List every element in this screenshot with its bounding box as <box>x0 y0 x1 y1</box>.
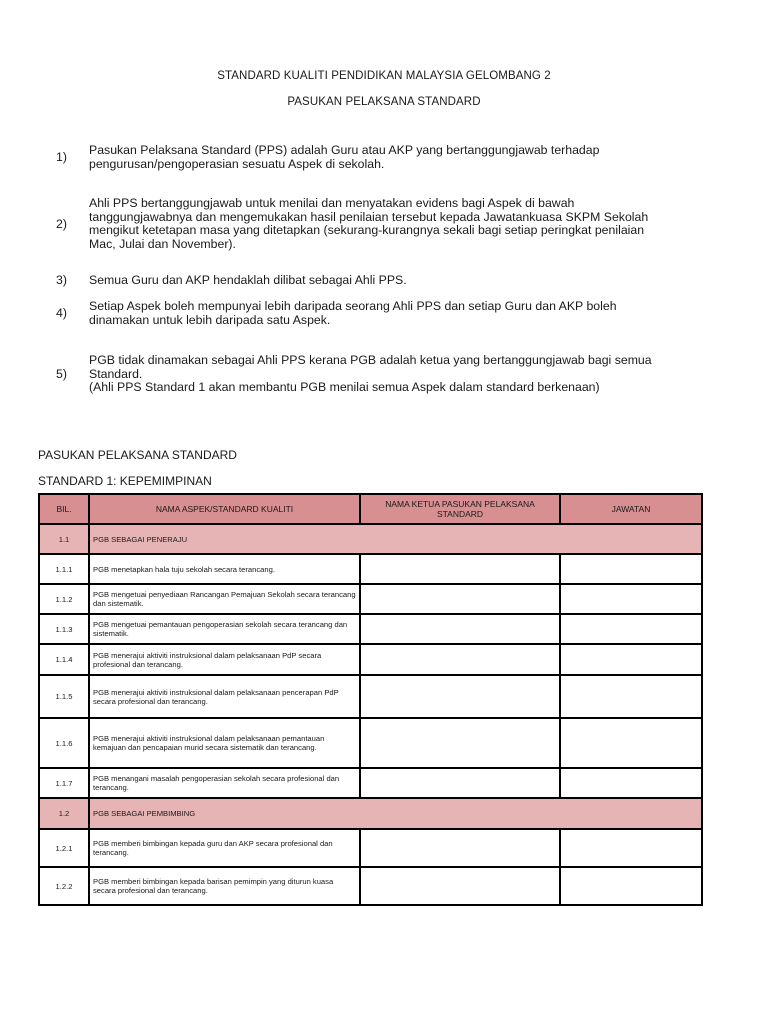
row-bil: 1.1.2 <box>39 584 89 614</box>
table-row <box>39 829 702 867</box>
row-aspek: PGB memberi bimbingan kepada barisan pemimpin yang diturun kuasa secara profesional dan terancang. <box>89 867 360 905</box>
item-number: 4) <box>56 306 67 320</box>
section-title: PASUKAN PELAKSANA STANDARD <box>38 448 237 462</box>
table-section-row <box>39 798 702 829</box>
row-bil: 1.2.2 <box>39 867 89 905</box>
row-bil: 1.1.7 <box>39 768 89 798</box>
row-bil: 1.1.4 <box>39 644 89 675</box>
item-line: Standard. <box>89 366 143 381</box>
row-bil: 1.1.6 <box>39 718 89 768</box>
table-row <box>39 644 702 675</box>
item-line: dinamakan untuk lebih daripada satu Aspek. <box>89 312 331 327</box>
header-aspek: NAMA ASPEK/STANDARD KUALITI <box>89 494 360 524</box>
row-aspek: PGB SEBAGAI PENERAJU <box>89 524 702 554</box>
jawatan-cell[interactable] <box>560 867 702 905</box>
table-header-row <box>39 494 702 524</box>
ketua-cell[interactable] <box>360 675 560 718</box>
item-line: pengurusan/pengoperasian sesuatu Aspek di sekolah. <box>89 156 385 171</box>
document-title: STANDARD KUALITI PENDIDIKAN MALAYSIA GELOMBANG 2 <box>217 70 551 82</box>
item-line: Semua Guru dan AKP hendaklah dilibat sebagai Ahli PPS. <box>89 273 407 287</box>
jawatan-cell[interactable] <box>560 675 702 718</box>
ketua-cell[interactable] <box>360 718 560 768</box>
row-aspek: PGB menerajui aktiviti instruksional dalam pelaksanaan PdP secara profesional dan terancang. <box>89 644 360 675</box>
jawatan-cell[interactable] <box>560 644 702 675</box>
table-row <box>39 554 702 584</box>
table-row <box>39 614 702 644</box>
item-number: 5) <box>56 367 67 381</box>
header-jawatan: JAWATAN <box>560 494 702 524</box>
item-number: 1) <box>56 150 67 164</box>
table-row <box>39 675 702 718</box>
table-row <box>39 584 702 614</box>
row-bil: 1.1.1 <box>39 554 89 584</box>
header-ketua: NAMA KETUA PASUKAN PELAKSANA STANDARD <box>360 494 560 524</box>
item-number: 2) <box>56 217 67 231</box>
ketua-cell[interactable] <box>360 554 560 584</box>
item-line: PGB tidak dinamakan sebagai Ahli PPS kerana PGB adalah ketua yang bertanggungjawab bagi semua <box>89 353 652 367</box>
row-aspek: PGB memberi bimbingan kepada guru dan AKP secara profesional dan terancang. <box>89 829 360 867</box>
standard-title: STANDARD 1: KEPEMIMPINAN <box>38 474 212 488</box>
ketua-cell[interactable] <box>360 584 560 614</box>
table-row <box>39 768 702 798</box>
header-bil: BIL. <box>39 494 89 524</box>
jawatan-cell[interactable] <box>560 829 702 867</box>
row-bil: 1.2 <box>39 798 89 829</box>
item-line: tanggungjawabnya dan mengemukakan hasil penilaian tersebut kepada Jawatankuasa SKPM Sekolah <box>89 209 649 224</box>
row-aspek: PGB SEBAGAI PEMBIMBING <box>89 798 702 829</box>
row-aspek: PGB menangani masalah pengoperasian sekolah secara profesional dan terancang. <box>89 768 360 798</box>
row-aspek: PGB mengetuai penyediaan Rancangan Pemajuan Sekolah secara terancang dan sistematik. <box>89 584 360 614</box>
item-line: mengikut ketetapan masa yang ditetapkan (sekurang-kurangnya sekali bagi setiap peringkat penilaian <box>89 223 645 237</box>
table-row <box>39 867 702 905</box>
ketua-cell[interactable] <box>360 614 560 644</box>
table-row <box>39 718 702 768</box>
jawatan-cell[interactable] <box>560 768 702 798</box>
item-number: 3) <box>56 273 67 287</box>
ketua-cell[interactable] <box>360 768 560 798</box>
row-aspek: PGB mengetuai pemantauan pengoperasian sekolah secara terancang dan sistematik. <box>89 614 360 644</box>
row-aspek: PGB menerajui aktiviti instruksional dalam pelaksanaan pemantauan kemajuan dan pencapaian murid secara sistematik dan terancang. <box>89 718 360 768</box>
standard-table <box>38 493 703 906</box>
document-subtitle: PASUKAN PELAKSANA STANDARD <box>287 96 481 108</box>
item-line: Setiap Aspek boleh mempunyai lebih daripada seorang Ahli PPS dan setiap Guru dan AKP boleh <box>89 299 617 313</box>
item-line: (Ahli PPS Standard 1 akan membantu PGB menilai semua Aspek dalam standard berkenaan) <box>89 380 600 394</box>
row-bil: 1.2.1 <box>39 829 89 867</box>
jawatan-cell[interactable] <box>560 584 702 614</box>
ketua-cell[interactable] <box>360 867 560 905</box>
row-bil: 1.1.5 <box>39 675 89 718</box>
jawatan-cell[interactable] <box>560 614 702 644</box>
item-line: Pasukan Pelaksana Standard (PPS) adalah Guru atau AKP yang bertanggungjawab terhadap <box>89 143 600 157</box>
ketua-cell[interactable] <box>360 829 560 867</box>
jawatan-cell[interactable] <box>560 718 702 768</box>
ketua-cell[interactable] <box>360 644 560 675</box>
row-aspek: PGB menetapkan hala tuju sekolah secara terancang. <box>89 554 360 584</box>
jawatan-cell[interactable] <box>560 554 702 584</box>
item-line: Mac, Julai dan November). <box>89 236 236 251</box>
item-line: Ahli PPS bertanggungjawab untuk menilai dan menyatakan evidens bagi Aspek di bawah <box>89 196 575 210</box>
row-aspek: PGB menerajui aktiviti instruksional dalam pelaksanaan pencerapan PdP secara profesional dan terancang. <box>89 675 360 718</box>
row-bil: 1.1 <box>39 524 89 554</box>
row-bil: 1.1.3 <box>39 614 89 644</box>
table-section-row <box>39 524 702 554</box>
